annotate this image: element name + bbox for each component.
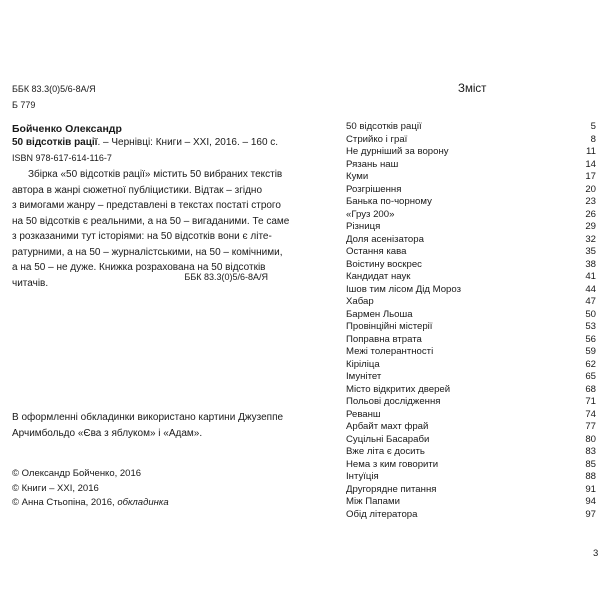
toc-entry-title: Остання кава (346, 246, 407, 257)
toc-entry-title: Межі толерантності (346, 346, 434, 357)
toc-entry (346, 196, 596, 209)
toc-entry-page: 88 (585, 471, 596, 482)
bbk-code: ББК 83.3(0)5/6-8А/Я (12, 84, 96, 94)
copyright-line (12, 496, 169, 511)
toc-entry-title: Інтуїція (346, 471, 379, 482)
toc-entry-page: 68 (585, 383, 596, 395)
toc-entry (346, 421, 596, 434)
toc-entry-title: Місто відкритих дверей (346, 383, 451, 395)
toc-entry-title: Бармен Льоша (346, 308, 413, 320)
toc-entry-title: Арбайт махт фрай (346, 421, 429, 432)
toc-entry-page: 47 (585, 296, 596, 307)
toc-entry (346, 309, 596, 322)
toc-entry-title: Кандидат наук (346, 271, 411, 282)
toc-entry-title: Обід літератора (346, 508, 418, 520)
toc-entry-title: Між Папами (346, 496, 400, 507)
toc-entry-page: 97 (585, 508, 596, 520)
annotation-bbk: ББК 83.3(0)5/6-8А/Я (184, 272, 268, 282)
author-name: Бойченко Олександр (12, 123, 122, 135)
toc-entry (346, 471, 596, 484)
toc-entry-page: 5 (590, 121, 596, 132)
toc-entry-page: 56 (585, 333, 596, 345)
annotation-line: читачів. (12, 277, 49, 289)
toc-entry-title: Доля асенізатора (346, 233, 424, 245)
toc-entry-page: 83 (585, 446, 596, 457)
toc-entry-page: 8 (590, 133, 596, 145)
annotation-line: з розказаними тут історіями: на 50 відсотків вони є літе- (12, 231, 272, 242)
toc-entry (346, 296, 596, 309)
table-of-contents (346, 121, 596, 521)
contents-page (300, 0, 600, 600)
author-mark: Б 779 (12, 100, 36, 110)
toc-entry-page: 62 (585, 358, 596, 370)
toc-entry (346, 271, 596, 284)
toc-entry (346, 146, 596, 159)
toc-entry-title: Другорядне питання (346, 483, 437, 495)
toc-entry-title: Вже літа є досить (346, 446, 425, 457)
toc-entry-title: Реванш (346, 408, 381, 420)
toc-entry (346, 459, 596, 472)
toc-entry (346, 246, 596, 259)
bibliographic-record (12, 137, 297, 148)
toc-entry-title: Нема з ким говорити (346, 458, 439, 470)
toc-entry-page: 85 (585, 458, 596, 470)
toc-entry-page: 91 (585, 483, 596, 495)
toc-entry (346, 234, 596, 247)
toc-entry (346, 359, 596, 372)
toc-entry-title: Імунітет (346, 371, 382, 382)
toc-entry (346, 209, 596, 222)
annotation-line: з вимогами жанру – представлені в текстах постаті строго (12, 200, 281, 211)
toc-entry-page: 29 (585, 221, 596, 232)
toc-entry (346, 409, 596, 422)
annotation-line: Збірка «50 відсотків рації» містить 50 вибраних текстів (28, 169, 283, 180)
toc-title: Зміст (458, 83, 487, 95)
toc-entry (346, 509, 596, 522)
toc-entry (346, 384, 596, 397)
toc-entry-page: 26 (585, 208, 596, 220)
toc-entry (346, 259, 596, 272)
copyright-line (12, 467, 169, 482)
cover-note-line: Арчимбольдо «Єва з яблуком» і «Адам». (12, 427, 203, 439)
toc-entry-page: 41 (585, 271, 596, 282)
toc-entry (346, 484, 596, 497)
toc-entry-title: Не дурніший за ворону (346, 146, 449, 157)
toc-entry-page: 32 (585, 233, 596, 245)
toc-entry (346, 446, 596, 459)
toc-entry-page: 44 (585, 283, 596, 295)
copyright-line (12, 482, 169, 497)
page-number: 3 (593, 548, 599, 559)
annotation-line: на 50 відсотків є реальними, а на 50 – вигаданими. Те саме (12, 215, 290, 227)
toc-entry-page: 35 (585, 246, 596, 257)
copyright-text: © Книги – ХХІ, 2016 (12, 482, 99, 494)
annotation-line: а на 50 – не дуже. Книжка розрахована на 50 відсотків (12, 262, 266, 273)
cover-note (12, 410, 300, 441)
copyright-text: © Анна Стьопіна, 2016, (12, 497, 118, 508)
toc-entry (346, 284, 596, 297)
toc-entry-title: «Груз 200» (346, 208, 395, 220)
toc-entry (346, 321, 596, 334)
cover-note-line: В оформленні обкладинки використано картини Джузеппе (12, 412, 284, 423)
toc-entry-title: 50 відсотків рації (346, 121, 422, 132)
toc-entry-title: Банька по-чорному (346, 196, 432, 207)
isbn: ISBN 978-617-614-116-7 (12, 153, 112, 163)
toc-entry-page: 80 (585, 433, 596, 445)
book-title: 50 відсотків рації (12, 137, 98, 148)
toc-entry-title: Воістину воскрес (346, 258, 422, 270)
toc-entry (346, 171, 596, 184)
toc-entry-page: 11 (586, 146, 596, 157)
copyright-role: обкладинка (117, 497, 169, 508)
toc-entry-title: Різниця (346, 221, 381, 232)
toc-entry-page: 14 (585, 158, 596, 170)
toc-entry (346, 396, 596, 409)
toc-entry-page: 23 (585, 196, 596, 207)
toc-entry-page: 59 (585, 346, 596, 357)
toc-entry-page: 71 (585, 396, 596, 407)
toc-entry-page: 53 (585, 321, 596, 332)
imprint-details: . – Чернівці: Книги – ХХІ, 2016. – 160 с. (97, 137, 279, 148)
toc-entry (346, 134, 596, 147)
toc-entry-title: Поправна втрата (346, 333, 422, 345)
toc-entry-title: Провінційні містерії (346, 321, 433, 332)
annotation-line: автора в жанрі сюжетної публіцистики. Відтак – згідно (12, 184, 263, 196)
toc-entry (346, 371, 596, 384)
toc-entry (346, 221, 596, 234)
toc-entry-title: Польові дослідження (346, 396, 441, 407)
toc-entry-page: 38 (585, 258, 596, 270)
toc-entry (346, 346, 596, 359)
toc-entry-title: Суцільні Басараби (346, 433, 430, 445)
toc-entry (346, 159, 596, 172)
toc-entry-page: 65 (585, 371, 596, 382)
toc-entry (346, 121, 596, 134)
toc-entry (346, 334, 596, 347)
toc-entry-page: 20 (585, 183, 596, 195)
toc-entry-title: Ішов тим лісом Дід Мороз (346, 283, 461, 295)
toc-entry-title: Хабар (346, 296, 374, 307)
toc-entry (346, 496, 596, 509)
toc-entry-title: Стрийко і граї (346, 133, 408, 145)
toc-entry-title: Розгрішення (346, 183, 402, 195)
toc-entry-page: 50 (585, 308, 596, 320)
annotation-line: ратурними, а на 50 – журналістськими, на 50 – комічними, (12, 246, 283, 258)
toc-entry-title: Кіріліца (346, 358, 380, 370)
toc-entry-title: Куми (346, 171, 369, 182)
toc-entry-page: 77 (585, 421, 596, 432)
toc-entry (346, 434, 596, 447)
toc-entry-title: Рязань наш (346, 158, 399, 170)
copyright-notices (12, 467, 169, 511)
toc-entry (346, 184, 596, 197)
copyright-text: © Олександр Бойченко, 2016 (12, 468, 142, 479)
toc-entry-page: 17 (585, 171, 596, 182)
toc-entry-page: 74 (585, 408, 596, 420)
toc-entry-page: 94 (585, 496, 596, 507)
